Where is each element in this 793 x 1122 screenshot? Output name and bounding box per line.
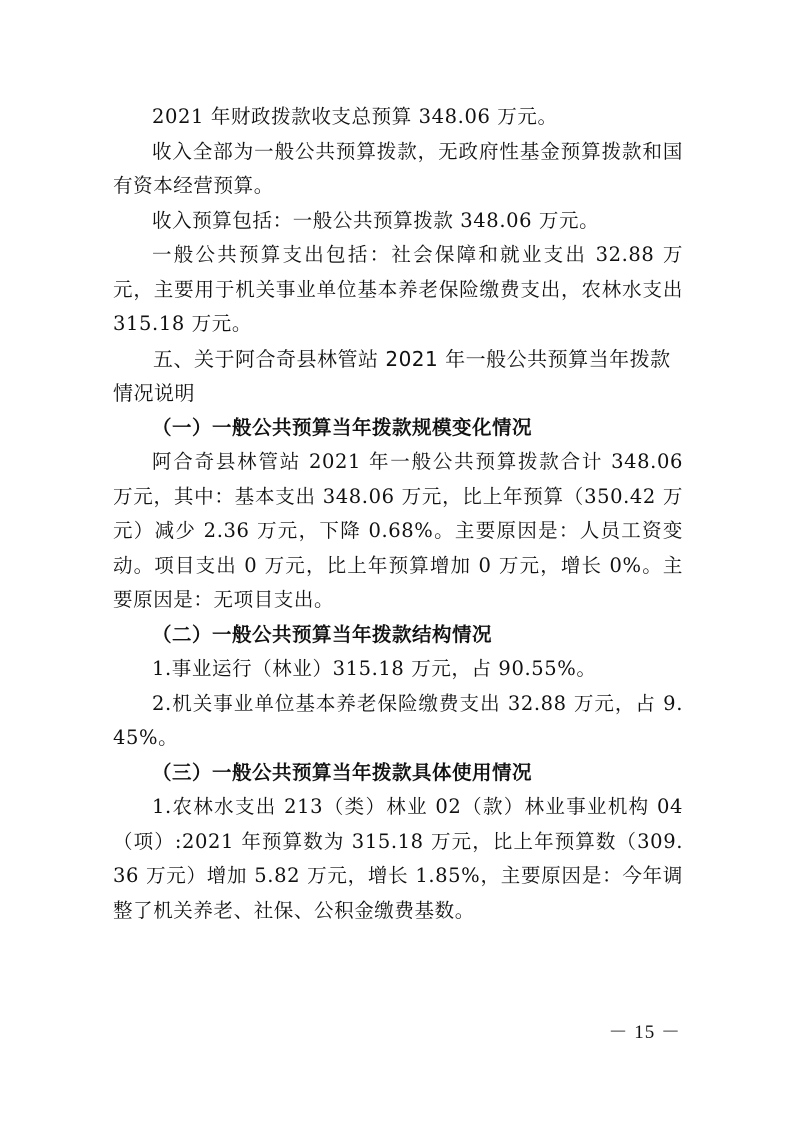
section-heading-five: 五、关于阿合奇县林管站 2021 年一般公共预算当年拨款情况说明 bbox=[113, 346, 671, 405]
paragraph-structure-item-2: 2.机关事业单位基本养老保险缴费支出 32.88 万元，占 9.45%。 bbox=[113, 691, 683, 749]
subheading-structure: （二）一般公共预算当年拨款结构情况 bbox=[152, 622, 493, 646]
paragraph-total-budget: 2021 年财政拨款收支总预算 348.06 万元。 bbox=[152, 105, 558, 128]
paragraph-usage-item-1: 1.农林水支出 213（类）林业 02（款）林业事业机构 04（项）:2021 年预算数为 315.18 万元，比上年预算数（309.36 万元）增加 5.82 万元，增长 1.85%，主要原因是：今年调整了机关养老、社保、公积金缴费基数。 bbox=[113, 795, 683, 922]
page-number: － 15 － bbox=[608, 1022, 681, 1043]
paragraph-income-source: 收入全部为一般公共预算拨款，无政府性基金预算拨款和国有资本经营预算。 bbox=[113, 139, 683, 197]
subheading-usage: （三）一般公共预算当年拨款具体使用情况 bbox=[152, 760, 533, 784]
document-body bbox=[113, 100, 683, 928]
paragraph-scale-change: 阿合奇县林管站 2021 年一般公共预算拨款合计 348.06 万元，其中：基本支出 348.06 万元，比上年预算（350.42 万元）减少 2.36 万元，下降 0.68%。主要原因是：人员工资变动。项目支出 0 万元，比上年预算增加 0 万元，增长 0%。主要原因是：无项目支出。 bbox=[113, 450, 683, 611]
paragraph-income-budget: 收入预算包括：一般公共预算拨款 348.06 万元。 bbox=[152, 208, 600, 232]
paragraph-expenditure: 一般公共预算支出包括：社会保障和就业支出 32.88 万元，主要用于机关事业单位基本养老保险缴费支出，农林水支出 315.18 万元。 bbox=[113, 243, 683, 335]
subheading-scale-change: （一）一般公共预算当年拨款规模变化情况 bbox=[152, 415, 533, 439]
paragraph-structure-item-1: 1.事业运行（林业）315.18 万元，占 90.55%。 bbox=[152, 657, 597, 680]
